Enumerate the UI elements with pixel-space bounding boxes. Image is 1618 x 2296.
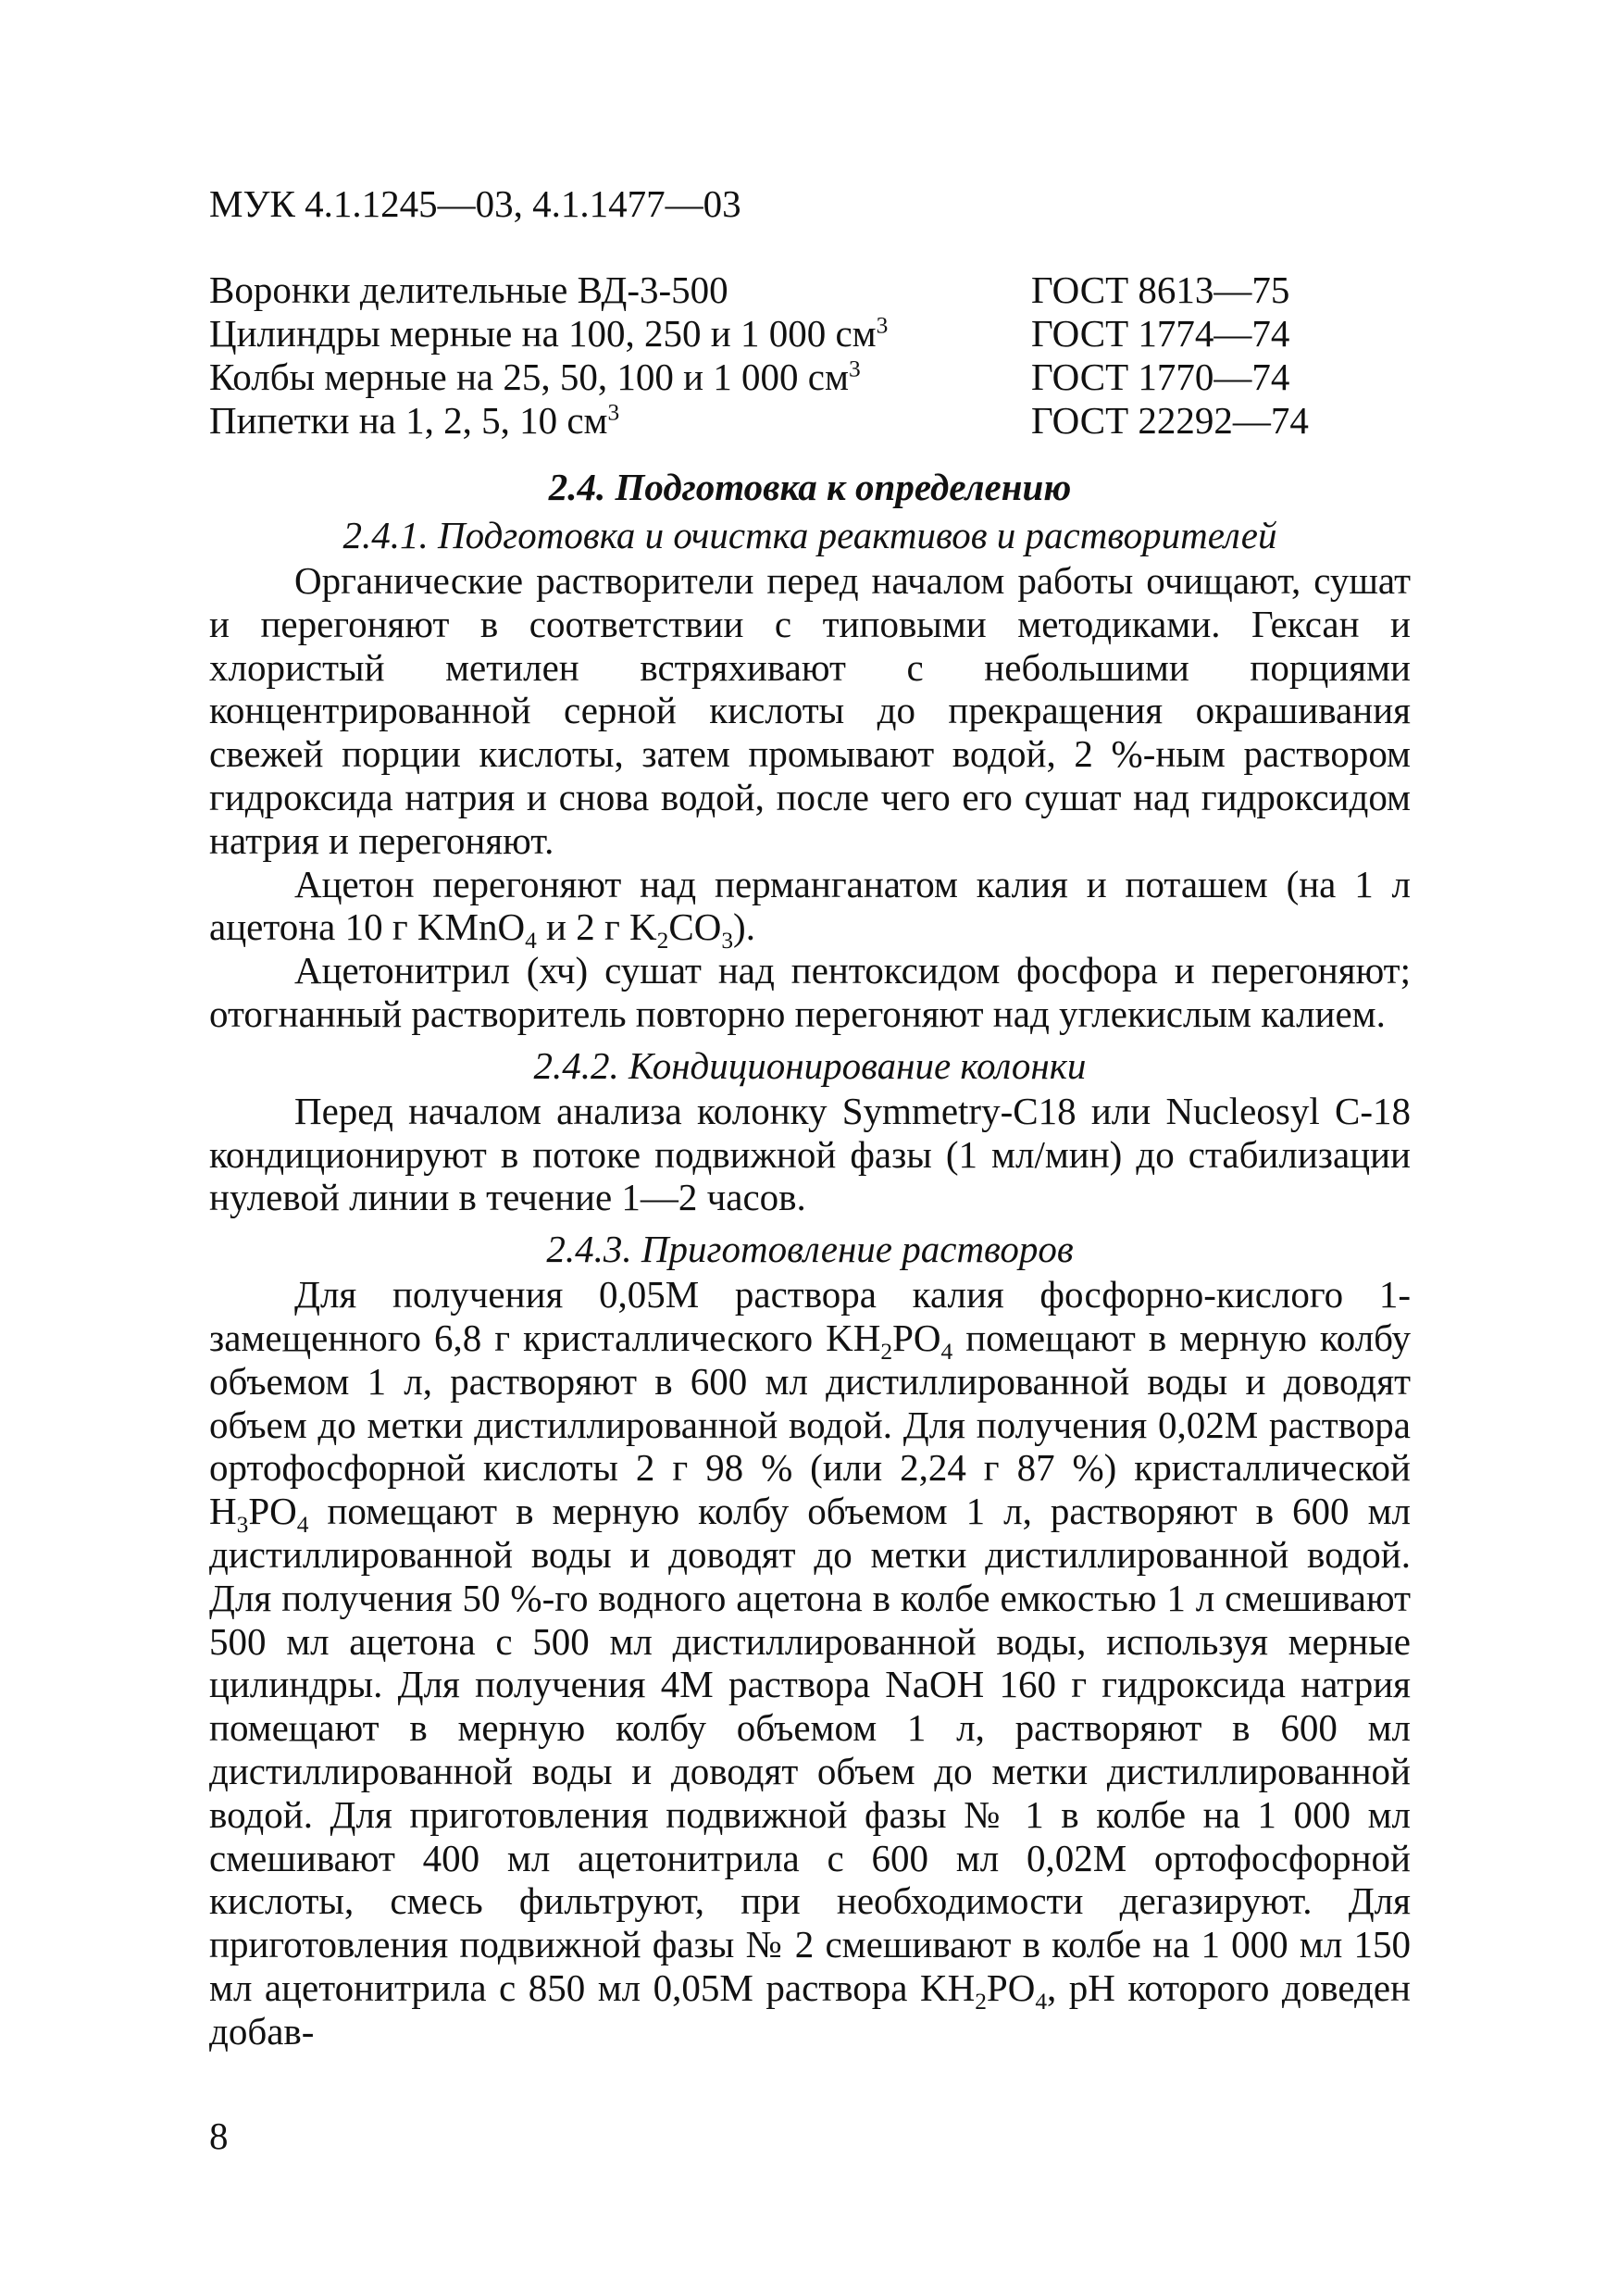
paragraph-solvents: Органические растворители перед началом работы очищают, сушат и перегоняют в соответствии с типовыми методиками. Гексан и хлористый метилен встряхивают с небольшими порциями концентрированной серной кислоты до прекращения окрашивания свежей порции кислоты, затем промывают водой, 2 %-ным раствором гидроксида натрия и снова водой, после чего его сушат над гидроксидом натрия и перегоняют. bbox=[209, 559, 1411, 862]
equipment-row bbox=[209, 356, 1431, 399]
page-number: 8 bbox=[209, 2115, 229, 2157]
subsection-heading-reagents: 2.4.1. Подготовка и очистка реактивов и растворителей bbox=[342, 514, 1277, 556]
unit-superscript: 3 bbox=[848, 356, 861, 382]
equipment-row bbox=[209, 399, 1431, 443]
equipment-row bbox=[209, 268, 1431, 312]
equipment-name: Пипетки на 1, 2, 5, 10 $см^3$ bbox=[209, 399, 620, 442]
equipment-name: Цилиндры мерные на 100, 250 и 1 000 $см^3$ bbox=[209, 312, 889, 355]
unit-superscript: 3 bbox=[876, 312, 889, 339]
subsection-heading-solutions: 2.4.3. Приготовление растворов bbox=[546, 1228, 1074, 1271]
equipment-row bbox=[209, 312, 1431, 356]
equipment-standard: ГОСТ 1770—74 bbox=[1031, 356, 1290, 398]
equipment-name: Воронки делительные ВД-3-500 bbox=[209, 268, 728, 311]
paragraph-solutions: Для получения 0,05М раствора калия фосфорно-кислого 1-замещенного 6,8 г кристаллического $KH_2PO_4$ помещают в мерную колбу объемом 1 л, растворяют в 600 мл дистиллированной воды и доводят объем до метки дистиллированной водой. Для получения 0,02М раствора ортофосфорной кислоты 2 г 98 % (или 2,24 г 87 %) кристаллической $H_3PO_4$ помещают в мерную колбу объемом 1 л, растворяют в 600 мл дистиллированной воды и доводят до метки дистиллированной водой. Для получения 50 %-го водного ацетона в колбе емкостью 1 л смешивают 500 мл ацетона с 500 мл дистиллированной воды, используя мерные цилиндры. Для получения 4М раствора NaOH 160 г гидроксида натрия помещают в мерную колбу объемом 1 л, растворяют в 600 мл дистиллированной воды и доводят объем до метки дистиллированной водой. Для приготовления подвижной фазы № 1 в колбе на 1 000 мл смешивают 400 мл ацетонитрила с 600 мл 0,02М ортофосфорной кислоты, смесь фильтруют, при необходимости дегазируют. Для приготовления подвижной фазы № 2 смешивают в колбе на 1 000 мл 150 мл ацетонитрила с 850 мл 0,05М раствора $KH_2PO_4$, pH которого доведен добав- bbox=[209, 1273, 1411, 2053]
paragraph-column: Перед началом анализа колонку Symmetry-C18 или Nucleosyl C-18 кондиционируют в потоке подвижной фазы (1 мл/мин) до стабилизации нулевой линии в течение 1—2 часов. bbox=[209, 1089, 1411, 1219]
subsection-heading-column: 2.4.2. Кондиционирование колонки bbox=[533, 1043, 1087, 1087]
unit-superscript: 3 bbox=[607, 399, 620, 426]
equipment-standard: ГОСТ 8613—75 bbox=[1031, 268, 1290, 311]
equipment-standard: ГОСТ 1774—74 bbox=[1031, 312, 1290, 355]
main-text bbox=[209, 463, 1411, 2053]
paragraph-acetone: Ацетон перегоняют над перманганатом калия и поташем (на 1 л ацетона 10 г KMnO$_4$ и 2 г $K_2CO_3$). bbox=[209, 862, 1411, 955]
equipment-name: Колбы мерные на 25, 50, 100 и 1 000 $см^3$ bbox=[209, 356, 861, 398]
document-code-header: МУК 4.1.1245—03, 4.1.1477—03 bbox=[209, 182, 741, 225]
section-heading: 2.4. Подготовка к определению bbox=[548, 466, 1072, 508]
equipment-standard: ГОСТ 22292—74 bbox=[1031, 399, 1309, 442]
paragraph-acetonitrile: Ацетонитрил (хч) сушат над пентоксидом фосфора и перегоняют; отогнанный растворитель повторно перегоняют над углекислым калием. bbox=[209, 949, 1411, 1035]
equipment-list bbox=[209, 268, 1431, 443]
